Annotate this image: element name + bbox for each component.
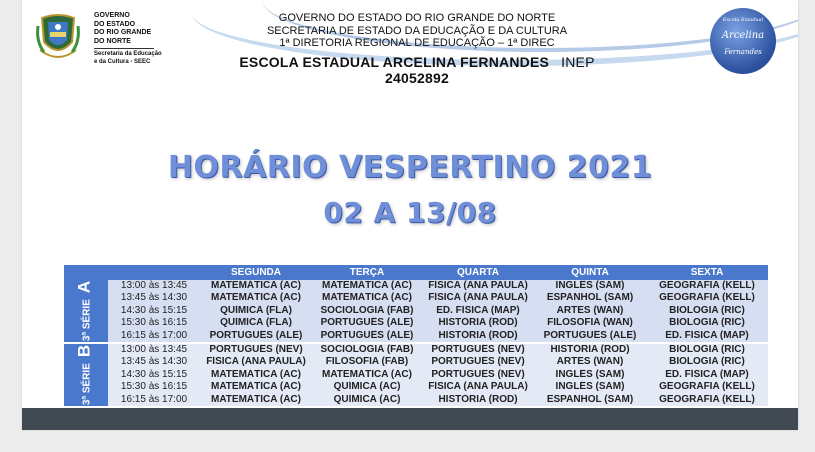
header-time [108, 265, 200, 280]
turma-label: A [74, 280, 94, 294]
subject-cell: PORTUGUÊS (NEV) [200, 344, 312, 356]
schedule-table [64, 265, 768, 406]
subject-cell: FILOSOFIA (WAN) [534, 317, 646, 329]
subject-cell: BIOLOGIA (RIC) [646, 356, 768, 368]
subject-cell: MATEMÁTICA (AC) [200, 369, 312, 381]
class-group-label [64, 344, 108, 406]
header-corner [64, 265, 108, 280]
subject-cell: FILOSOFIA (FAB) [312, 356, 422, 368]
subject-cell: ED. FÍSICA (MAP) [422, 305, 534, 317]
subject-cell: GEOGRAFIA (KELL) [646, 381, 768, 393]
time-slot: 14:30 às 15:15 [108, 305, 200, 317]
subject-cell: QUÍMICA (FLA) [200, 317, 312, 329]
subject-cell: ESPANHOL (SAM) [534, 292, 646, 304]
subject-cell: PORTUGUÊS (ALE) [312, 317, 422, 329]
subject-cell: PORTUGUÊS (ALE) [200, 330, 312, 342]
secretaria-line: Secretaria da Educação [94, 51, 162, 58]
time-slot: 13:00 às 13:45 [108, 344, 200, 356]
subject-cell: MATEMÁTICA (AC) [312, 369, 422, 381]
subject-cell: BIOLOGIA (RIC) [646, 305, 768, 317]
subject-cell: GEOGRAFIA (KELL) [646, 292, 768, 304]
subject-cell: PORTUGUÊS (ALE) [312, 330, 422, 342]
subject-cell: BIOLOGIA (RIC) [646, 317, 768, 329]
subject-cell: MATEMÁTICA (AC) [200, 394, 312, 406]
footer-bar [22, 408, 798, 430]
time-slot: 13:45 às 14:30 [108, 292, 200, 304]
letterhead [22, 0, 798, 86]
heading-line: 1ª DIRETORIA REGIONAL DE EDUCAÇÃO – 1ª DIREC [279, 37, 555, 49]
subject-cell: ED. FÍSICA (MAP) [646, 330, 768, 342]
schedule-title: HORÁRIO VESPERTINO 2021 [167, 150, 653, 185]
heading-line: GOVERNO DO ESTADO DO RIO GRANDE DO NORTE [278, 12, 556, 24]
subject-cell: HISTÓRIA (ROD) [422, 317, 534, 329]
subject-cell: MATEMÁTICA (AC) [200, 381, 312, 393]
subject-cell: MATEMÁTICA (AC) [200, 292, 312, 304]
turma-label: B [74, 344, 94, 358]
subject-cell: INGLÊS (SAM) [534, 381, 646, 393]
table-header-row [64, 265, 768, 280]
school-name-line [207, 54, 627, 86]
header-day: SEXTA [646, 265, 768, 280]
subject-cell: GEOGRAFIA (KELL) [646, 280, 768, 292]
subject-cell: FÍSICA (ANA PAULA) [422, 280, 534, 292]
serie-label: 3ª SÉRIE [81, 299, 93, 342]
table-row [64, 292, 768, 304]
subject-cell: MATEMÁTICA (AC) [312, 292, 422, 304]
inep-label: INEP [561, 53, 595, 70]
header-day: QUARTA [422, 265, 534, 280]
time-slot: 13:45 às 14:30 [108, 356, 200, 368]
table-row [64, 280, 768, 292]
govt-line: DO NORTE [94, 37, 131, 45]
subject-cell: MATEMÁTICA (AC) [312, 280, 422, 292]
subject-cell: BIOLOGIA (RIC) [646, 344, 768, 356]
time-slot: 15:30 às 16:15 [108, 381, 200, 393]
heading-line: SECRETARIA DE ESTADO DA EDUCAÇÃO E DA CULTURA [266, 24, 568, 37]
time-slot: 14:30 às 15:15 [108, 369, 200, 381]
logo-text: Fernandes [724, 48, 762, 56]
logo-text: Arcelina [721, 30, 765, 41]
subject-cell: QUÍMICA (FLA) [200, 305, 312, 317]
subject-cell: PORTUGUÊS (NEV) [422, 344, 534, 356]
school-name: ESCOLA ESTADUAL ARCELINA FERNANDES [239, 53, 550, 70]
institution-heading [207, 12, 627, 86]
subject-cell: INGLÊS (SAM) [534, 280, 646, 292]
table-row [64, 344, 768, 356]
table-row [64, 356, 768, 368]
subject-cell: SOCIOLOGIA (FAB) [312, 305, 422, 317]
school-logo [710, 8, 776, 74]
table-row [64, 369, 768, 381]
subject-cell: FÍSICA (ANA PAULA) [200, 356, 312, 368]
subject-cell: MATEMÁTICA (AC) [200, 280, 312, 292]
subject-cell: HISTÓRIA (ROD) [422, 394, 534, 406]
time-slot: 16:15 às 17:00 [108, 394, 200, 406]
schedule-period: 02 A 13/08 [323, 196, 497, 229]
subject-cell: ARTES (WAN) [534, 305, 646, 317]
subject-cell: FÍSICA (ANA PAULA) [422, 381, 534, 393]
table-row [64, 317, 768, 329]
header-day: SEGUNDA [200, 265, 312, 280]
subject-cell: ESPANHOL (SAM) [534, 394, 646, 406]
serie-label: 3ª SÉRIE [81, 363, 93, 406]
subject-cell: QUÍMICA (AC) [312, 381, 422, 393]
subject-cell: HISTÓRIA (ROD) [534, 344, 646, 356]
subject-cell: INGLÊS (SAM) [534, 369, 646, 381]
subject-cell: PORTUGUÊS (NEV) [422, 356, 534, 368]
time-slot: 16:15 às 17:00 [108, 330, 200, 342]
document-page [22, 0, 798, 430]
subject-cell: GEOGRAFIA (KELL) [646, 394, 768, 406]
table-row [64, 381, 768, 393]
government-label [94, 12, 162, 66]
time-slot: 15:30 às 16:15 [108, 317, 200, 329]
table-row [64, 305, 768, 317]
table-row [64, 394, 768, 406]
table-row [64, 330, 768, 342]
subject-cell: QUÍMICA (AC) [312, 394, 422, 406]
time-slot: 13:00 às 13:45 [108, 280, 200, 292]
subject-cell: FÍSICA (ANA PAULA) [422, 292, 534, 304]
logo-text: Escola Estadual [722, 17, 764, 23]
subject-cell: HISTÓRIA (ROD) [422, 330, 534, 342]
subject-cell: SOCIOLOGIA (FAB) [312, 344, 422, 356]
header-day: TERÇA [312, 265, 422, 280]
header-day: QUINTA [534, 265, 646, 280]
subject-cell: PORTUGUÊS (ALE) [534, 330, 646, 342]
class-group-label [64, 280, 108, 342]
inep-number: 24052892 [385, 69, 449, 86]
subject-cell: ARTES (WAN) [534, 356, 646, 368]
divider [94, 48, 154, 49]
state-crest-icon [36, 12, 80, 62]
subject-cell: PORTUGUÊS (NEV) [422, 369, 534, 381]
govt-line: DO ESTADO [94, 20, 136, 28]
govt-line: GOVERNO [94, 12, 130, 19]
govt-line: DO RIO GRANDE [94, 29, 152, 37]
subject-cell: ED. FÍSICA (MAP) [646, 369, 768, 381]
secretaria-line: e da Cultura - SEEC [94, 58, 151, 65]
